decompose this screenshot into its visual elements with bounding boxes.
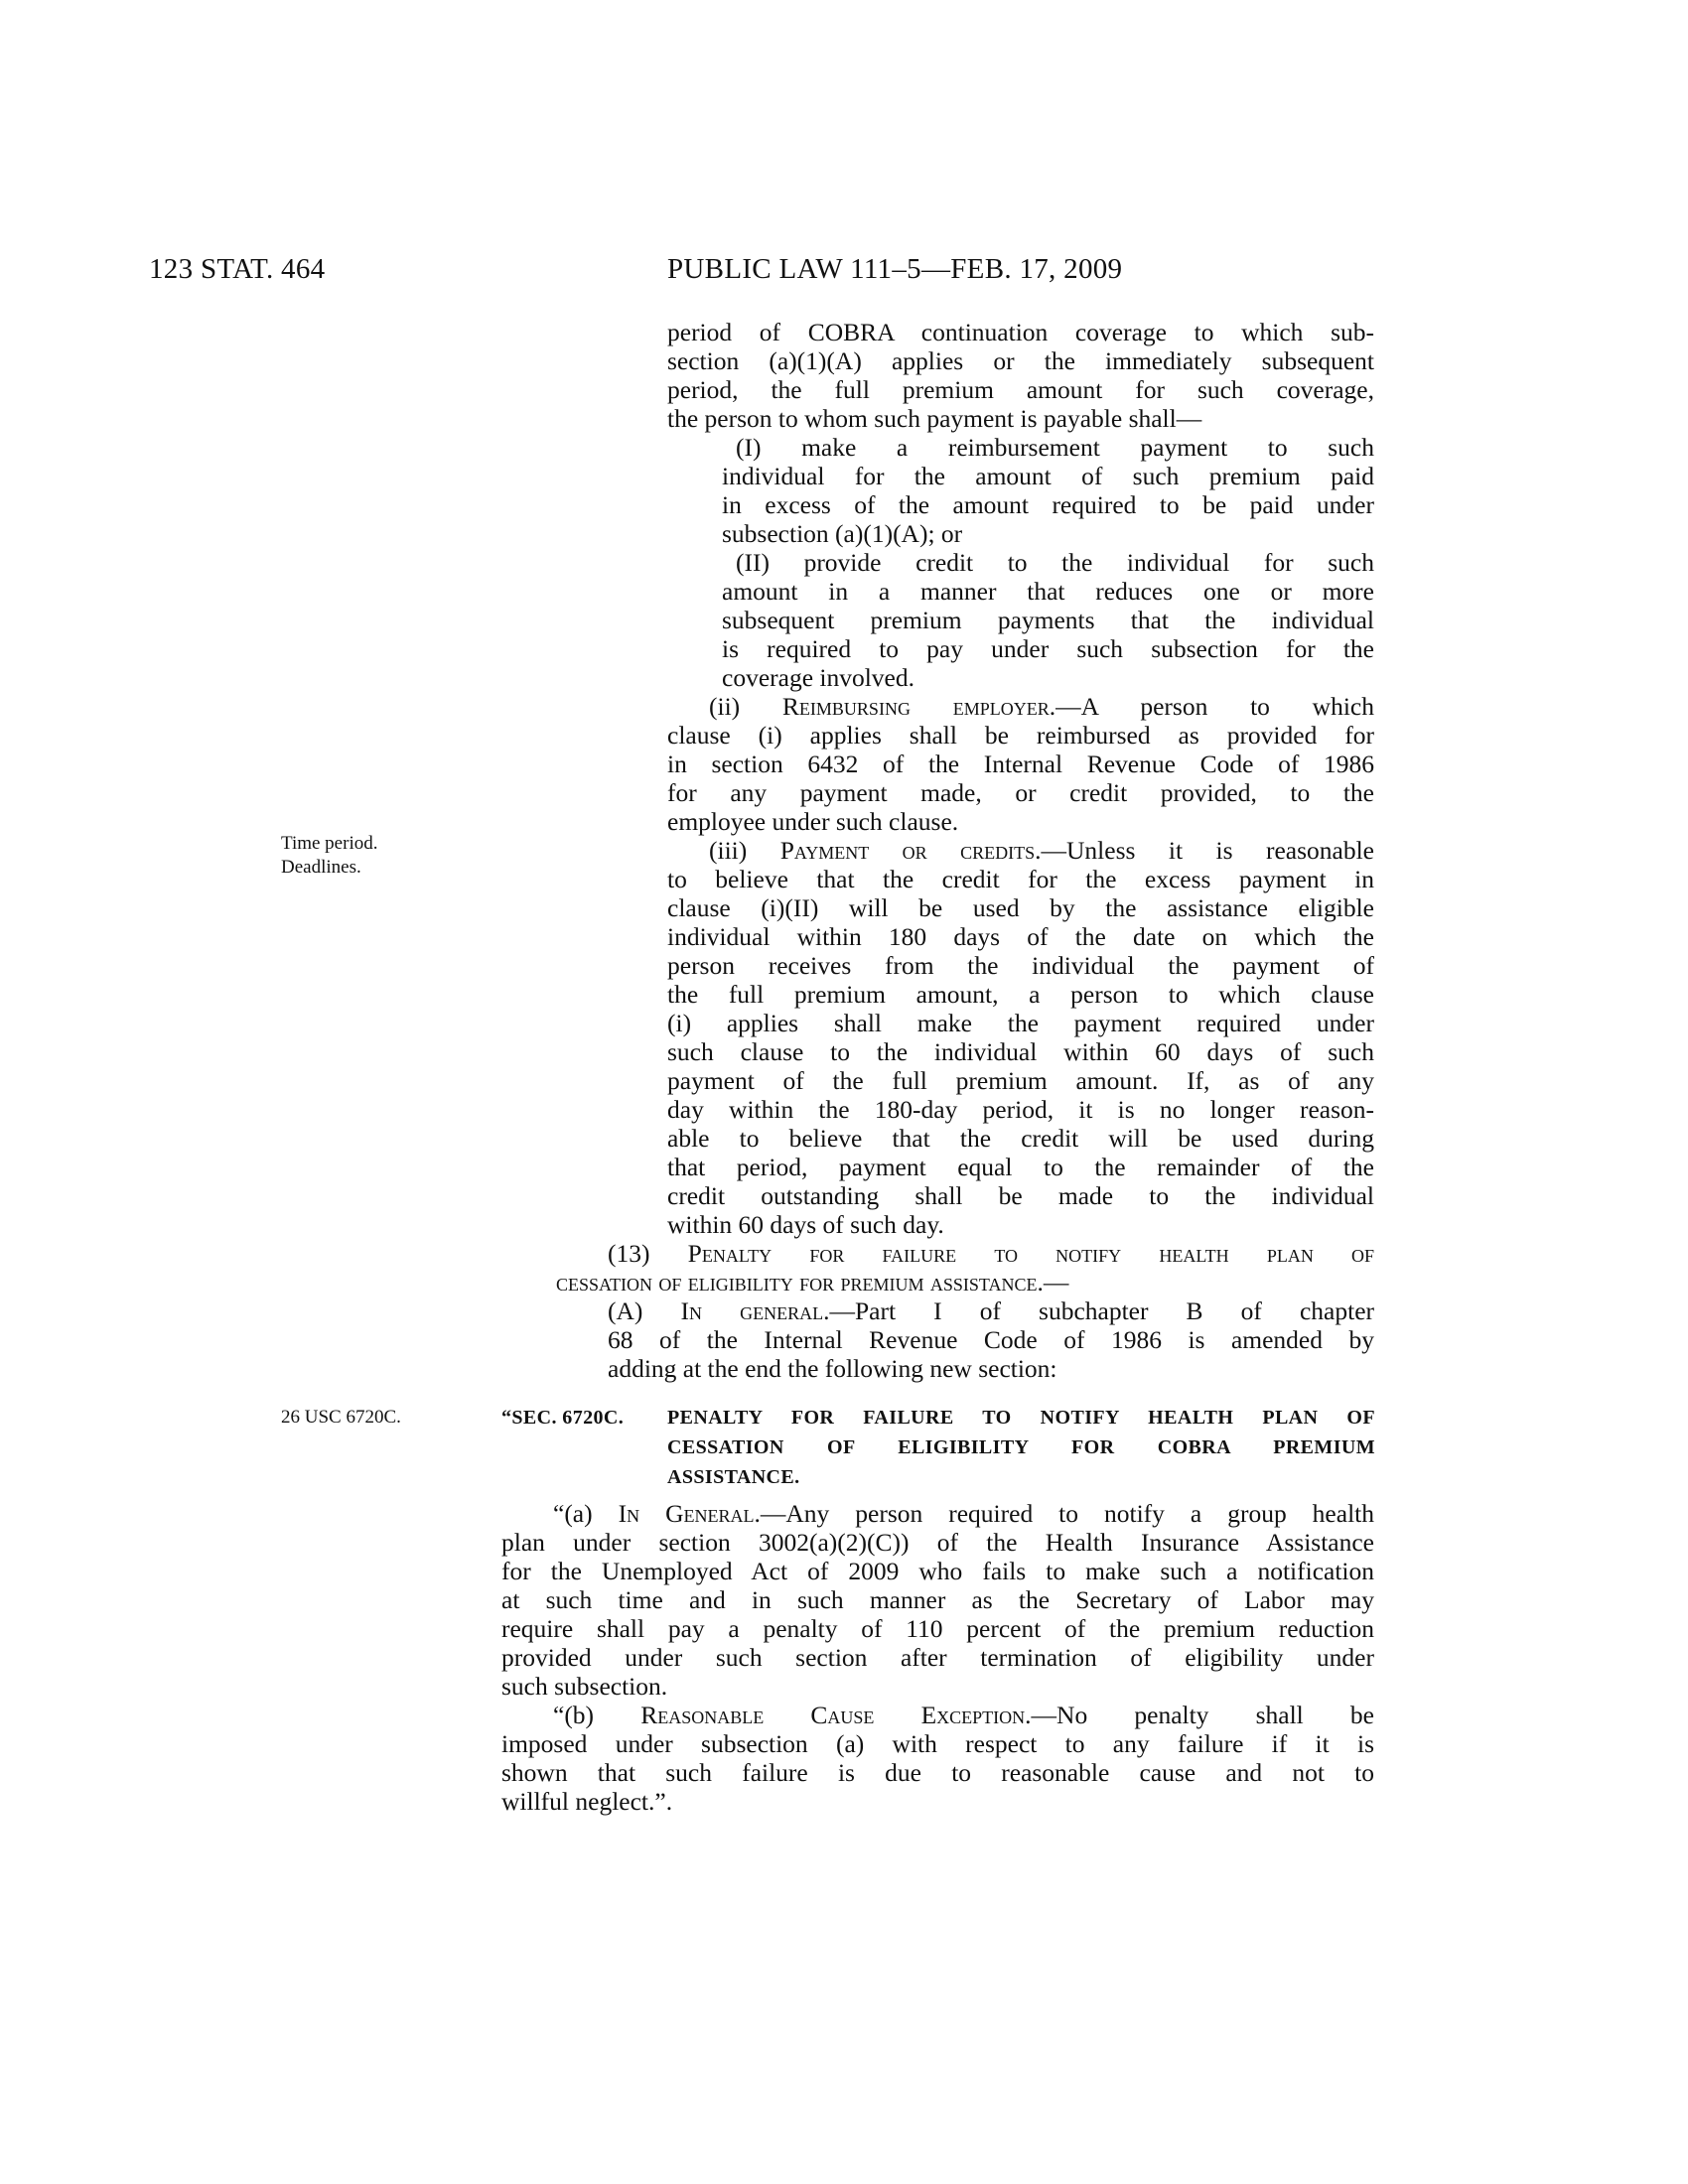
text-line: individual for the amount of such premium paid	[722, 462, 1374, 490]
text-line: employee under such clause.	[667, 807, 959, 836]
subsection-heading: In General	[618, 1499, 755, 1528]
text-line: amount in a manner that reduces one or more	[722, 577, 1374, 606]
text-line: such clause to the individual within 60 days of such	[667, 1037, 1374, 1066]
text-line: credit outstanding shall be made to the individual	[667, 1181, 1374, 1210]
text-line: such subsection.	[501, 1672, 668, 1701]
text-line	[667, 692, 1374, 721]
text-line: to believe that the credit for the excess payment in	[667, 865, 1374, 893]
subsection-a	[501, 1499, 1374, 1701]
text-line: (I) make a reimbursement payment to such	[736, 433, 1374, 462]
text-line: day within the 180-day period, it is no longer reason-	[667, 1095, 1374, 1124]
margin-note-deadlines: Deadlines.	[281, 857, 361, 878]
text-line: subsequent premium payments that the individual	[722, 606, 1374, 634]
text-line: subsection (a)(1)(A); or	[722, 519, 963, 548]
text-line: willful neglect.”.	[501, 1787, 673, 1816]
subsection-first-rest: .—Any person required to notify a group health	[754, 1499, 1374, 1528]
text-line: in excess of the amount required to be paid under	[722, 490, 1374, 519]
text-line	[501, 1701, 1374, 1729]
text-line	[556, 1239, 1374, 1268]
text-line: for the Unemployed Act of 2009 who fails to make such a notification	[501, 1557, 1374, 1585]
text-line: the person to whom such payment is payable shall—	[667, 404, 1202, 433]
text-line	[556, 1268, 1374, 1297]
text-line: within 60 days of such day.	[667, 1210, 944, 1239]
paragraph-13-heading	[556, 1239, 1374, 1297]
clause-iii	[667, 836, 1374, 1239]
text-line: section (a)(1)(A) applies or the immediately subsequent	[667, 346, 1374, 375]
section-title-line: CESSATION OF ELIGIBILITY FOR COBRA PREMIUM	[667, 1436, 1375, 1458]
text-line: clause (i)(II) will be used by the assistance eligible	[667, 893, 1374, 922]
subsection-b	[501, 1701, 1374, 1816]
section-title	[667, 1403, 1375, 1492]
subparagraph-A	[556, 1297, 1374, 1383]
clause-first-rest: .—A person to which	[1049, 692, 1374, 721]
text-line: at such time and in such manner as the Secretary of Labor may	[501, 1585, 1374, 1614]
section-title-line: PENALTY FOR FAILURE TO NOTIFY HEALTH PLAN OF	[667, 1407, 1375, 1429]
subparagraph-heading: In general	[680, 1297, 824, 1325]
text-line: period, the full premium amount for such coverage,	[667, 375, 1374, 404]
text-line: provided under such section after termination of eligibility under	[501, 1643, 1374, 1672]
text-line: (II) provide credit to the individual for such	[736, 548, 1374, 577]
text-line: that period, payment equal to the remainder of the	[667, 1153, 1374, 1181]
text-line: in section 6432 of the Internal Revenue Code of 1986	[667, 750, 1374, 778]
paragraph-intro	[667, 318, 1374, 433]
subsection-lead: “(b)	[553, 1701, 641, 1729]
text-line: individual within 180 days of the date on which the	[667, 922, 1374, 951]
clause-II	[722, 548, 1374, 692]
subsection-first-rest: .—No penalty shall be	[1025, 1701, 1375, 1729]
section-title-line: ASSISTANCE.	[667, 1466, 800, 1488]
text-line	[501, 1499, 1374, 1528]
text-line: coverage involved.	[722, 663, 915, 692]
text-line: able to believe that the credit will be used during	[667, 1124, 1374, 1153]
text-line: for any payment made, or credit provided, to the	[667, 778, 1374, 807]
subparagraph-first-rest: .—Part I of subchapter B of chapter	[823, 1297, 1375, 1325]
subparagraph-lead: (A)	[608, 1297, 681, 1325]
clause-I	[722, 433, 1374, 548]
text-line: payment of the full premium amount. If, as of any	[667, 1066, 1374, 1095]
clause-ii	[667, 692, 1374, 836]
clause-heading: Reimbursing employer	[781, 692, 1050, 721]
subsection-heading: Reasonable Cause Exception	[640, 1701, 1026, 1729]
text-line: the full premium amount, a person to which clause	[667, 980, 1374, 1009]
text-line: person receives from the individual the payment of	[667, 951, 1374, 980]
paragraph-heading: Penalty for failure to notify health plan of	[687, 1239, 1375, 1268]
text-line: adding at the end the following new section:	[608, 1354, 1057, 1383]
text-line: 68 of the Internal Revenue Code of 1986 is amended by	[608, 1325, 1374, 1354]
text-line: period of COBRA continuation coverage to which sub-	[667, 318, 1374, 346]
text-line	[667, 836, 1374, 865]
paragraph-lead: (13)	[608, 1239, 688, 1268]
clause-heading: Payment or credits	[779, 836, 1036, 865]
text-line	[556, 1297, 1374, 1325]
text-line: clause (i) applies shall be reimbursed as provided for	[667, 721, 1374, 750]
clause-lead: (ii)	[709, 692, 782, 721]
clause-lead: (iii)	[709, 836, 780, 865]
section-number: “SEC. 6720C.	[501, 1407, 625, 1429]
paragraph-heading-end: .—	[1037, 1268, 1069, 1297]
margin-note-usc: 26 USC 6720C.	[281, 1407, 401, 1428]
margin-note-time-period: Time period.	[281, 833, 378, 854]
text-line: (i) applies shall make the payment required under	[667, 1009, 1374, 1037]
text-line: require shall pay a penalty of 110 percent of the premium reduction	[501, 1614, 1374, 1643]
text-line: plan under section 3002(a)(2)(C)) of the Health Insurance Assistance	[501, 1528, 1374, 1557]
paragraph-heading-cont: cessation of eligibility for premium assistance	[556, 1268, 1038, 1297]
page-running-title: PUBLIC LAW 111–5—FEB. 17, 2009	[667, 253, 1123, 285]
page-stat-citation: 123 STAT. 464	[149, 253, 326, 285]
subsection-lead: “(a)	[553, 1499, 619, 1528]
text-line: imposed under subsection (a) with respect to any failure if it is	[501, 1729, 1374, 1758]
text-line: shown that such failure is due to reasonable cause and not to	[501, 1758, 1374, 1787]
text-line: is required to pay under such subsection for the	[722, 634, 1374, 663]
clause-first-rest: .—Unless it is reasonable	[1035, 836, 1374, 865]
